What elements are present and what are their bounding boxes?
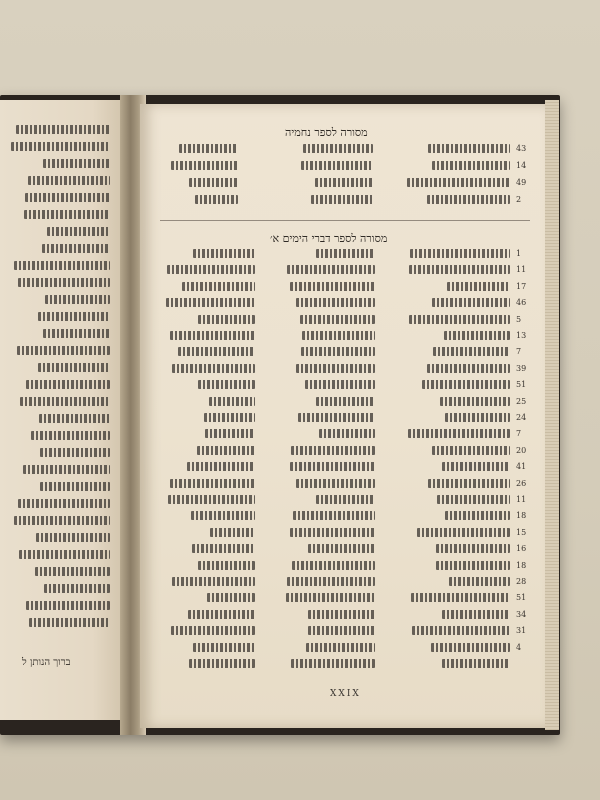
left-page-text-line (24, 210, 110, 219)
left-page-text-line (18, 499, 110, 508)
chronicles-text-line (171, 626, 255, 635)
chronicles-text-line (298, 413, 375, 422)
chronicles-text-line (412, 626, 510, 635)
chronicles-text-line (172, 364, 255, 373)
chronicles-text-line (436, 544, 510, 553)
chronicles-text-line (442, 462, 510, 471)
chronicles-text-line (409, 265, 510, 274)
chronicles-text-line (292, 561, 375, 570)
chronicles-text-line (187, 462, 255, 471)
chronicles-text-line (192, 544, 255, 553)
verse-number: 5 (516, 314, 522, 324)
verse-number: 14 (516, 161, 527, 170)
verse-number: 15 (516, 527, 527, 537)
left-page-text-line (11, 142, 110, 151)
left-page-text-line (26, 601, 110, 610)
left-page-text-line (44, 584, 110, 593)
verse-number: 26 (516, 478, 527, 488)
chronicles-text-line (428, 479, 510, 488)
chronicles-text-line (170, 331, 255, 340)
nehemiah-text-line (171, 161, 238, 170)
chronicles-text-line (293, 511, 375, 520)
verse-number: 49 (516, 178, 527, 187)
chronicles-text-line (308, 626, 375, 635)
chronicles-text-line (449, 577, 510, 586)
chronicles-text-line (193, 643, 255, 652)
left-page (0, 100, 132, 720)
chronicles-text-line (410, 249, 510, 258)
nehemiah-text-line (427, 195, 510, 204)
verse-number: 2 (516, 195, 522, 204)
left-page-text-line (23, 465, 110, 474)
chronicles-text-line (291, 659, 375, 668)
verse-number: 13 (516, 331, 527, 340)
verse-number: 41 (516, 462, 527, 472)
chronicles-text-line (433, 347, 510, 356)
chronicles-text-line (207, 593, 255, 602)
verse-number: 16 (516, 544, 527, 554)
verse-number: 18 (516, 511, 527, 521)
left-page-text-line (18, 278, 110, 287)
left-page-footer: ברוך הנותן ל (22, 657, 71, 668)
chronicles-text-line (205, 429, 255, 438)
chronicles-text-line (316, 397, 375, 406)
chronicles-text-line (191, 511, 255, 520)
verse-number: 39 (516, 363, 527, 373)
verse-number: 7 (516, 347, 522, 357)
chronicles-text-line (301, 347, 375, 356)
chronicles-text-line (316, 249, 375, 258)
verse-number: 31 (516, 626, 527, 636)
chronicles-text-line (437, 495, 510, 504)
left-page-text-line (25, 193, 110, 202)
chronicles-text-line (308, 544, 375, 553)
chronicles-text-line (290, 528, 375, 537)
chronicles-text-line (296, 364, 375, 373)
verse-number: 43 (516, 144, 527, 153)
heading-nehemiah: מסורה לספר נחמיה (285, 126, 368, 139)
chronicles-text-line (168, 495, 255, 504)
left-page-text-line (26, 380, 110, 389)
left-page-text-line (17, 346, 110, 355)
chronicles-text-line (178, 347, 255, 356)
chronicles-text-line (436, 561, 510, 570)
left-page-text-line (40, 482, 110, 491)
nehemiah-text-line (428, 144, 510, 153)
chronicles-text-line (444, 331, 510, 340)
left-page-text-line (35, 567, 110, 576)
chronicles-text-line (193, 249, 255, 258)
chronicles-text-line (291, 446, 375, 455)
chronicles-text-line (308, 610, 375, 619)
left-page-text-line (16, 125, 110, 134)
nehemiah-text-line (189, 178, 238, 187)
chronicles-text-line (445, 511, 510, 520)
chronicles-text-line (417, 528, 510, 537)
chronicles-text-line (442, 659, 510, 668)
verse-number: 25 (516, 396, 527, 406)
verse-number: 24 (516, 413, 527, 422)
verse-number: 46 (516, 298, 527, 308)
chronicles-text-line (287, 577, 375, 586)
chronicles-text-line (305, 380, 375, 389)
verse-number: 4 (516, 642, 522, 652)
chronicles-text-line (290, 282, 375, 291)
chronicles-text-line (445, 413, 510, 422)
left-page-text-line (40, 448, 110, 457)
nehemiah-text-line (315, 178, 373, 187)
chronicles-text-line (189, 659, 255, 668)
nehemiah-text-line (311, 195, 373, 204)
left-page-text-line (47, 227, 110, 236)
chronicles-text-line (302, 331, 375, 340)
chronicles-text-line (431, 643, 510, 652)
page-edges (545, 100, 559, 730)
chronicles-text-line (166, 298, 255, 307)
chronicles-text-line (296, 479, 375, 488)
verse-number: 7 (516, 429, 522, 439)
chronicles-text-line (287, 265, 375, 274)
chronicles-text-line (316, 495, 375, 504)
chronicles-text-line (432, 298, 510, 307)
chronicles-text-line (286, 593, 375, 602)
nehemiah-text-line (301, 161, 373, 170)
verse-number: 1 (516, 249, 522, 258)
left-page-text-line (36, 533, 110, 542)
page-number: XXIX (330, 689, 361, 699)
chronicles-text-line (440, 397, 510, 406)
chronicles-text-line (172, 577, 255, 586)
left-page-text-line (31, 431, 110, 440)
chronicles-text-line (170, 479, 255, 488)
left-page-text-line (38, 312, 110, 321)
left-page-text-line (43, 329, 110, 338)
chronicles-text-line (182, 282, 255, 291)
left-page-text-line (43, 159, 110, 168)
verse-number: 51 (516, 380, 527, 390)
verse-number: 34 (516, 609, 527, 619)
verse-number: 51 (516, 593, 527, 603)
left-page-text-line (20, 397, 110, 406)
verse-number: 11 (516, 265, 527, 275)
chronicles-text-line (319, 429, 375, 438)
nehemiah-text-line (407, 178, 510, 187)
left-page-text-line (45, 295, 110, 304)
left-page-text-line (19, 550, 110, 559)
chronicles-text-line (427, 364, 510, 373)
chronicles-text-line (188, 610, 255, 619)
verse-number: 11 (516, 495, 527, 504)
verse-number: 28 (516, 577, 527, 586)
chronicles-text-line (210, 528, 255, 537)
chronicles-text-line (411, 593, 510, 602)
left-page-text-line (14, 261, 110, 270)
left-page-text-line (29, 618, 110, 627)
nehemiah-text-line (195, 195, 238, 204)
nehemiah-text-line (303, 144, 373, 153)
chronicles-text-line (422, 380, 510, 389)
left-page-text-line (39, 414, 110, 423)
chronicles-text-line (442, 610, 510, 619)
section-divider (160, 220, 530, 221)
right-page (140, 104, 545, 728)
chronicles-text-line (296, 298, 375, 307)
verse-number: 17 (516, 281, 527, 291)
left-page-text-line (28, 176, 110, 185)
nehemiah-text-line (179, 144, 238, 153)
chronicles-text-line (432, 446, 510, 455)
chronicles-text-line (197, 446, 255, 455)
left-page-text-line (42, 244, 110, 253)
chronicles-text-line (447, 282, 510, 291)
heading-chronicles: מסורה לספר דברי הימים א׳ (270, 232, 388, 245)
chronicles-text-line (409, 315, 510, 324)
chronicles-text-line (300, 315, 375, 324)
chronicles-text-line (167, 265, 255, 274)
verse-number: 18 (516, 560, 527, 570)
left-page-text-line (14, 516, 110, 525)
chronicles-text-line (198, 315, 255, 324)
chronicles-text-line (204, 413, 255, 422)
nehemiah-text-line (432, 161, 510, 170)
left-page-text-line (38, 363, 110, 372)
verse-number: 20 (516, 445, 527, 455)
chronicles-text-line (306, 643, 375, 652)
chronicles-text-line (290, 462, 375, 471)
chronicles-text-line (408, 429, 510, 438)
chronicles-text-line (198, 380, 255, 389)
chronicles-text-line (209, 397, 255, 406)
chronicles-text-line (198, 561, 255, 570)
